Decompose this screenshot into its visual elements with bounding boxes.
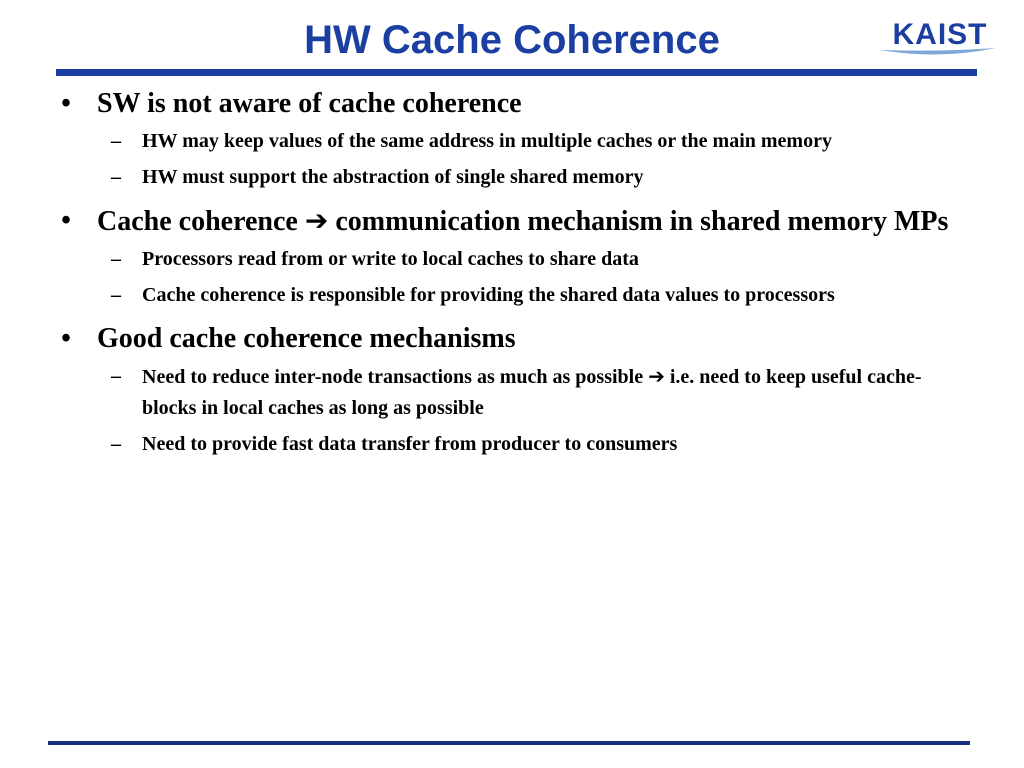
dash-icon: – bbox=[111, 248, 121, 270]
sub-bullet-item bbox=[56, 361, 956, 424]
dash-icon: – bbox=[111, 130, 121, 152]
sub-bullet-text: HW may keep values of the same address in multiple caches or the main memory bbox=[142, 130, 832, 152]
bullet-list bbox=[56, 86, 956, 465]
sub-bullet-text-start: Need to reduce inter-node transactions as much as possible bbox=[142, 366, 644, 388]
sub-bullet-text: Need to provide fast data transfer from producer to consumers bbox=[142, 433, 678, 455]
sub-bullet-text: Cache coherence is responsible for providing the shared data values to processors bbox=[142, 284, 835, 306]
sub-bullet-item bbox=[56, 126, 956, 157]
bullet-icon: • bbox=[61, 323, 71, 354]
footer-rule bbox=[48, 741, 970, 745]
bullet-text-end: communication mechanism in shared memory MPs bbox=[335, 206, 949, 237]
bullet-text: Good cache coherence mechanisms bbox=[97, 323, 516, 354]
sub-bullet-item bbox=[56, 280, 956, 311]
sub-bullet-text: Processors read from or write to local caches to share data bbox=[142, 248, 639, 270]
dash-icon: – bbox=[111, 433, 121, 455]
bullet-icon: • bbox=[61, 205, 71, 236]
dash-icon: – bbox=[111, 365, 121, 387]
bullet-icon: • bbox=[61, 88, 71, 119]
bullet-item bbox=[56, 86, 956, 122]
sub-bullet-text: HW must support the abstraction of single shared memory bbox=[142, 166, 644, 188]
bullet-text-start: Cache coherence bbox=[97, 206, 298, 237]
bullet-item bbox=[56, 321, 956, 357]
dash-icon: – bbox=[111, 284, 121, 306]
bullet-text: SW is not aware of cache coherence bbox=[97, 88, 522, 119]
arrow-right-icon: ➔ bbox=[648, 364, 665, 388]
arrow-right-icon: ➔ bbox=[304, 204, 329, 237]
dash-icon: – bbox=[111, 166, 121, 188]
sub-bullet-item bbox=[56, 244, 956, 275]
sub-bullet-text-end: i.e. need to keep useful cache-blocks in local caches as long as possible bbox=[142, 366, 922, 419]
sub-bullet-item bbox=[56, 162, 956, 193]
kaist-logo bbox=[878, 10, 998, 58]
title-underline bbox=[56, 69, 977, 76]
logo-text: KAIST bbox=[892, 18, 988, 51]
bullet-item bbox=[56, 203, 956, 240]
sub-bullet-item bbox=[56, 429, 956, 460]
slide-title: HW Cache Coherence bbox=[304, 18, 720, 62]
